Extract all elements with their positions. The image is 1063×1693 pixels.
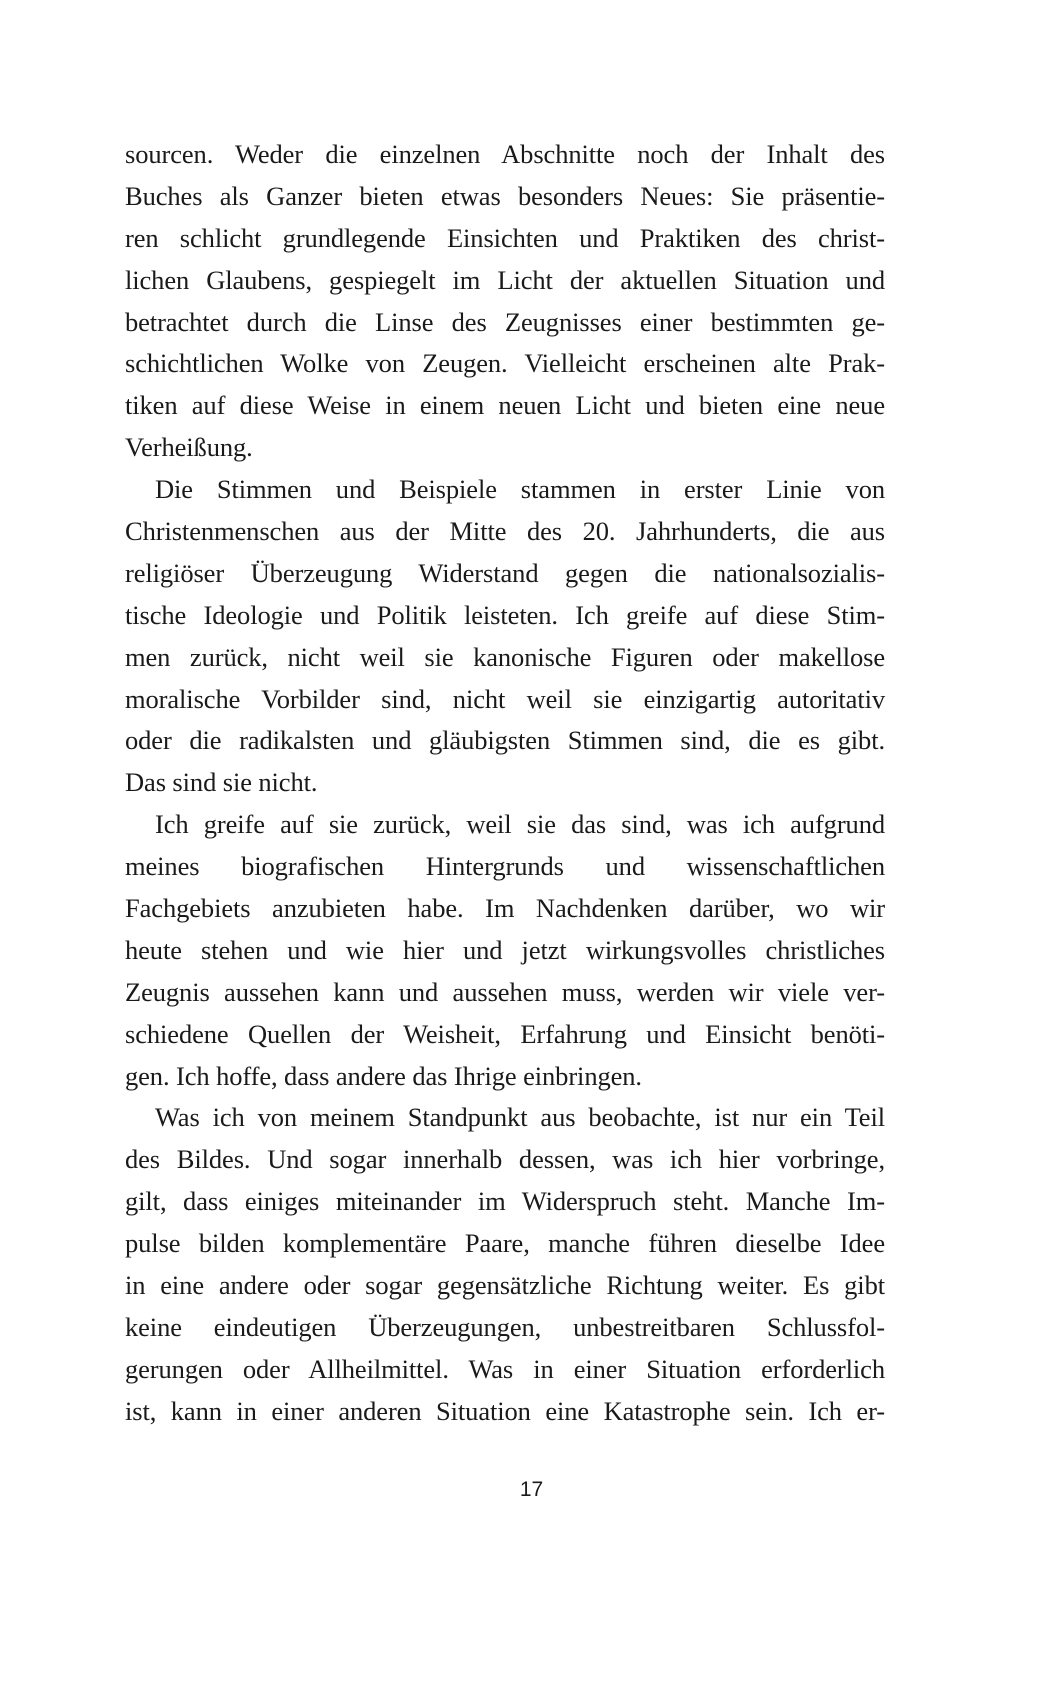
text-line: Ich greife auf sie zurück, weil sie das sind, was ich aufgrund: [155, 809, 885, 840]
paragraph: [125, 469, 885, 804]
text-line: Verheißung.: [125, 432, 253, 463]
text-line: ren schlicht grundlegende Einsichten und Praktiken des christ-: [125, 222, 885, 253]
text-line: keine eindeutigen Überzeugungen, unbestreitbaren Schlussfol-: [125, 1311, 885, 1342]
text-line: sourcen. Weder die einzelnen Abschnitte noch der Inhalt des: [125, 139, 885, 169]
text-line: heute stehen und wie hier und jetzt wirkungsvolles christliches: [125, 934, 885, 965]
text-line: Zeugnis aussehen kann und aussehen muss, werden wir viele ver-: [125, 976, 885, 1007]
paragraph: [125, 804, 885, 1097]
paragraph: [125, 134, 885, 469]
text-line: in eine andere oder sogar gegensätzliche Richtung weiter. Es gibt: [125, 1270, 885, 1301]
text-line: men zurück, nicht weil sie kanonische Figuren oder makellose: [125, 641, 885, 672]
text-line: gilt, dass einiges miteinander im Widerspruch steht. Manche Im-: [125, 1186, 885, 1217]
text-line: Was ich von meinem Standpunkt aus beobachte, ist nur ein Teil: [155, 1102, 885, 1133]
text-line: tische Ideologie und Politik leisteten. Ich greife auf diese Stim-: [125, 599, 885, 630]
text-line: meines biografischen Hintergrunds und wissenschaftlichen: [125, 851, 885, 882]
text-line: schichtlichen Wolke von Zeugen. Vielleicht erscheinen alte Prak-: [125, 348, 885, 379]
text-line: Fachgebiets anzubieten habe. Im Nachdenken darüber, wo wir: [125, 893, 885, 924]
text-line: gen. Ich hoffe, dass andere das Ihrige einbringen.: [125, 1060, 642, 1091]
page-number: 17: [519, 1478, 544, 1501]
text-line: pulse bilden komplementäre Paare, manche führen dieselbe Idee: [125, 1228, 885, 1259]
text-line: schiedene Quellen der Weisheit, Erfahrung und Einsicht benöti-: [125, 1018, 885, 1049]
text-line: tiken auf diese Weise in einem neuen Licht und bieten eine neue: [125, 390, 885, 421]
text-line: Die Stimmen und Beispiele stammen in erster Linie von: [155, 474, 885, 505]
text-line: gerungen oder Allheilmittel. Was in einer Situation erforderlich: [125, 1353, 885, 1384]
text-line: moralische Vorbilder sind, nicht weil sie einzigartig autoritativ: [125, 683, 885, 714]
text-line: oder die radikalsten und gläubigsten Stimmen sind, die es gibt.: [125, 725, 885, 756]
text-line: religiöser Überzeugung Widerstand gegen die nationalsozialis-: [125, 557, 885, 588]
text-line: Christenmenschen aus der Mitte des 20. Jahrhunderts, die aus: [125, 516, 885, 547]
text-line: betrachtet durch die Linse des Zeugnisses einer bestimmten ge-: [125, 306, 885, 337]
text-line: Buches als Ganzer bieten etwas besonders Neues: Sie präsentie-: [125, 180, 885, 211]
text-line: Das sind sie nicht.: [125, 767, 318, 798]
body-text: [125, 134, 885, 1433]
text-line: des Bildes. Und sogar innerhalb dessen, was ich hier vorbringe,: [125, 1144, 885, 1175]
text-line: ist, kann in einer anderen Situation eine Katastrophe sein. Ich er-: [125, 1395, 885, 1426]
paragraph: [125, 1097, 885, 1432]
text-line: lichen Glaubens, gespiegelt im Licht der aktuellen Situation und: [125, 264, 885, 295]
